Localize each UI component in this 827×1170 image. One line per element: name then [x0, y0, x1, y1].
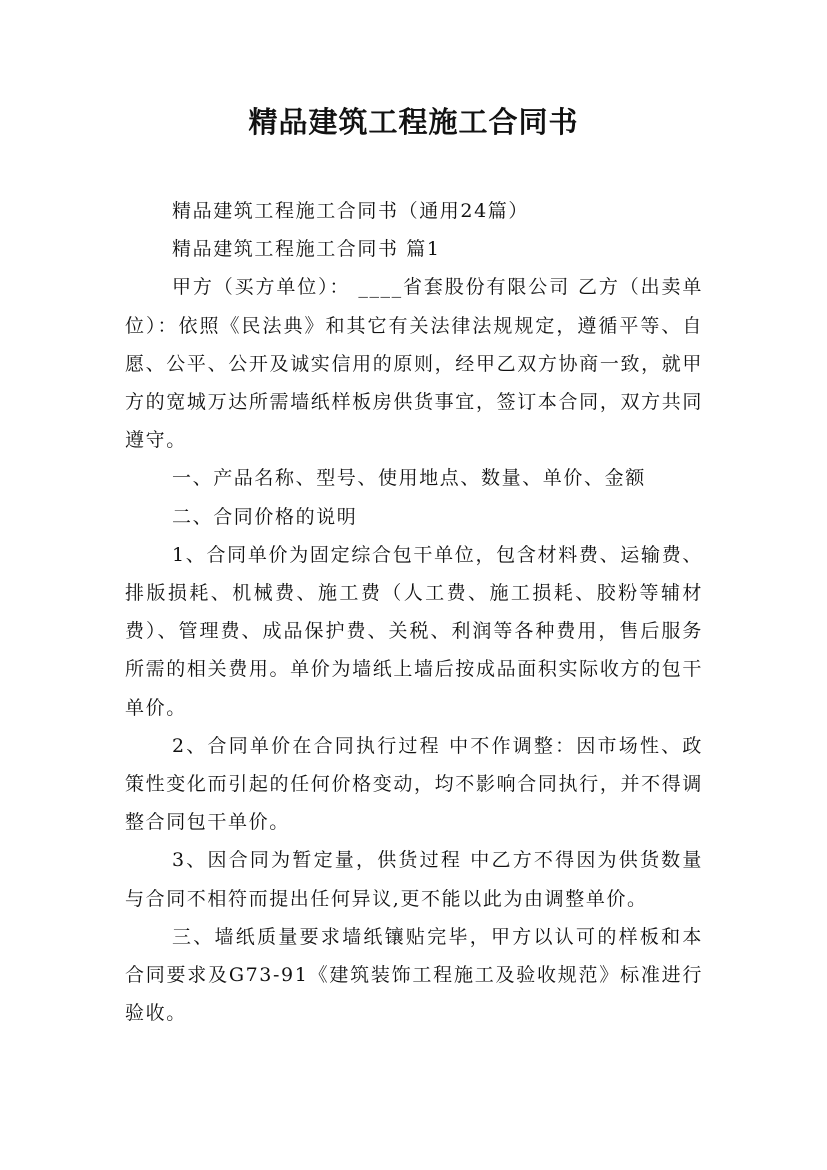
document-body	[125, 192, 703, 1032]
paragraph-clause-1-heading: 一、产品名称、型号、使用地点、数量、单价、金额	[172, 467, 646, 490]
paragraph-price-item-1: 1、合同单价为固定综合包干单位，包含材料费、运输费、排版损耗、机械费、施工费（人工费、施工损耗、胶粉等辅材费）、管理费、成品保护费、关税、利润等各种费用，售后服务所需的相关费用。单价为墙纸上墙后按成品面积实际收方的包干单价。	[125, 543, 703, 719]
paragraph-price-item-3: 3、因合同为暂定量，供货过程 中乙方不得因为供货数量与合同不相符而提出任何异议,更不能以此为由调整单价。	[125, 849, 703, 910]
paragraph-collection-title: 精品建筑工程施工合同书（通用24篇）	[172, 200, 529, 222]
paragraph-parties: 甲方（买方单位）： ____省套股份有限公司 乙方（出卖单位）：依照《民法典》和其它有关法律法规规定，遵循平等、自愿、公平、公开及诚实信用的原则，经甲乙双方协商一致，就甲方的宽城万达所需墙纸样板房供货事宜，签订本合同，双方共同遵守。	[125, 276, 703, 452]
paragraph-section-heading: 精品建筑工程施工合同书 篇1	[172, 238, 441, 261]
paragraph-price-item-2: 2、合同单价在合同执行过程 中不作调整：因市场性、政策性变化而引起的任何价格变动，均不影响合同执行，并不得调整合同包干单价。	[125, 734, 703, 834]
paragraph-clause-2-heading: 二、合同价格的说明	[172, 505, 358, 528]
document-title: 精品建筑工程施工合同书	[248, 105, 579, 139]
paragraph-clause-3-quality: 三、墙纸质量要求墙纸镶贴完毕，甲方以认可的样板和本合同要求及G73-91《建筑装饰工程施工及验收规范》标准进行验收。	[125, 925, 703, 1025]
